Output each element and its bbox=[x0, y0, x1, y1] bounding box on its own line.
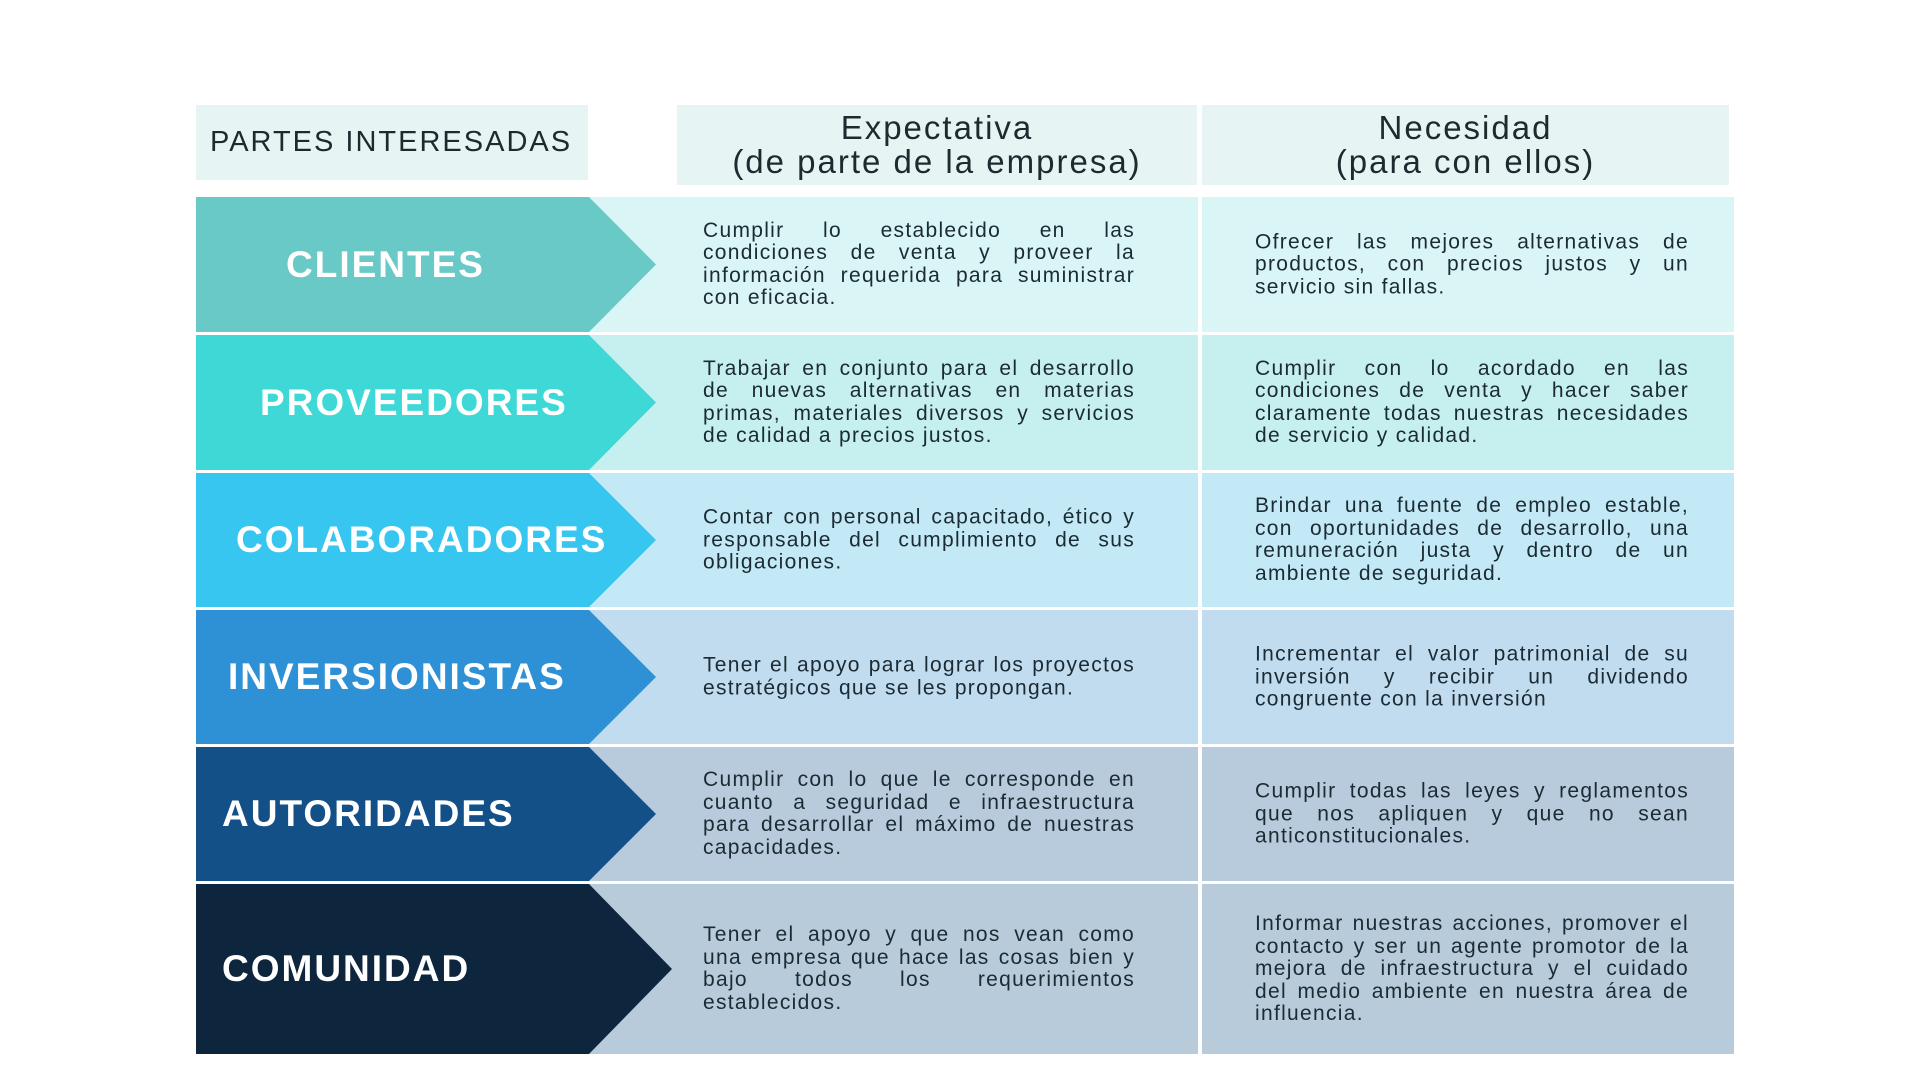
header-partes-label: PARTES INTERESADAS bbox=[210, 126, 573, 158]
stakeholder-label: COLABORADORES bbox=[236, 519, 608, 560]
expectativa-text: Tener el apoyo y que nos vean como una empresa que hace las cosas bien y bajo todos los requerimientos establecidos. bbox=[703, 923, 1135, 1014]
stakeholder-label: COMUNIDAD bbox=[222, 948, 471, 989]
stakeholder-label: AUTORIDADES bbox=[222, 793, 515, 834]
necesidad-text: Cumplir todas las leyes y reglamentos que nos apliquen y que no sean anticonstitucionales. bbox=[1255, 779, 1689, 848]
row-autoridades bbox=[196, 747, 1734, 881]
stakeholder-label: PROVEEDORES bbox=[260, 381, 568, 423]
necesidad-text: Informar nuestras acciones, promover el contacto y ser un agente promotor de la mejora de infraestructura y el cuidado del medio ambiente en nuestra área de influencia. bbox=[1255, 911, 1689, 1025]
expectativa-text: Contar con personal capacitado, ético y responsable del cumplimiento de sus obligaciones. bbox=[703, 505, 1135, 574]
necesidad-text: Cumplir con lo acordado en las condiciones de venta y hacer saber claramente todas nuestras necesidades de servicio y calidad. bbox=[1255, 356, 1689, 447]
header-necesidad: Necesidad (para con ellos) bbox=[1202, 105, 1729, 185]
necesidad-text: Brindar una fuente de empleo estable, con oportunidades de desarrollo, una remuneración justa y dentro de un ambiente de seguridad. bbox=[1255, 494, 1689, 585]
row-clientes bbox=[196, 197, 1734, 332]
row-colaboradores bbox=[196, 473, 1734, 607]
necesidad-text: Ofrecer las mejores alternativas de productos, con precios justos y un servicio sin fallas. bbox=[1255, 229, 1689, 298]
necesidad-text: Incrementar el valor patrimonial de su inversión y recibir un dividendo congruente con la inversión bbox=[1255, 642, 1689, 711]
row-inversionistas bbox=[196, 610, 1734, 744]
expectativa-text: Tener el apoyo para lograr los proyectos estratégicos que se les propongan. bbox=[703, 653, 1135, 699]
expectativa-text: Cumplir lo establecido en las condiciones de venta y proveer la información requerida para suministrar con eficacia. bbox=[703, 218, 1135, 309]
stakeholder-label: INVERSIONISTAS bbox=[228, 656, 566, 697]
row-comunidad bbox=[196, 884, 1734, 1054]
header-partes-interesadas bbox=[196, 105, 588, 180]
expectativa-text: Trabajar en conjunto para el desarrollo de nuevas alternativas en materias primas, materiales diversos y servicios de calidad a precios justos. bbox=[703, 356, 1135, 447]
header-expectativa: Expectativa (de parte de la empresa) bbox=[677, 105, 1197, 185]
row-proveedores bbox=[196, 335, 1734, 470]
expectativa-text: Cumplir con lo que le corresponde en cuanto a seguridad e infraestructura para desarrollar el máximo de nuestras capacidades. bbox=[703, 768, 1135, 859]
stakeholder-label: CLIENTES bbox=[286, 243, 485, 285]
